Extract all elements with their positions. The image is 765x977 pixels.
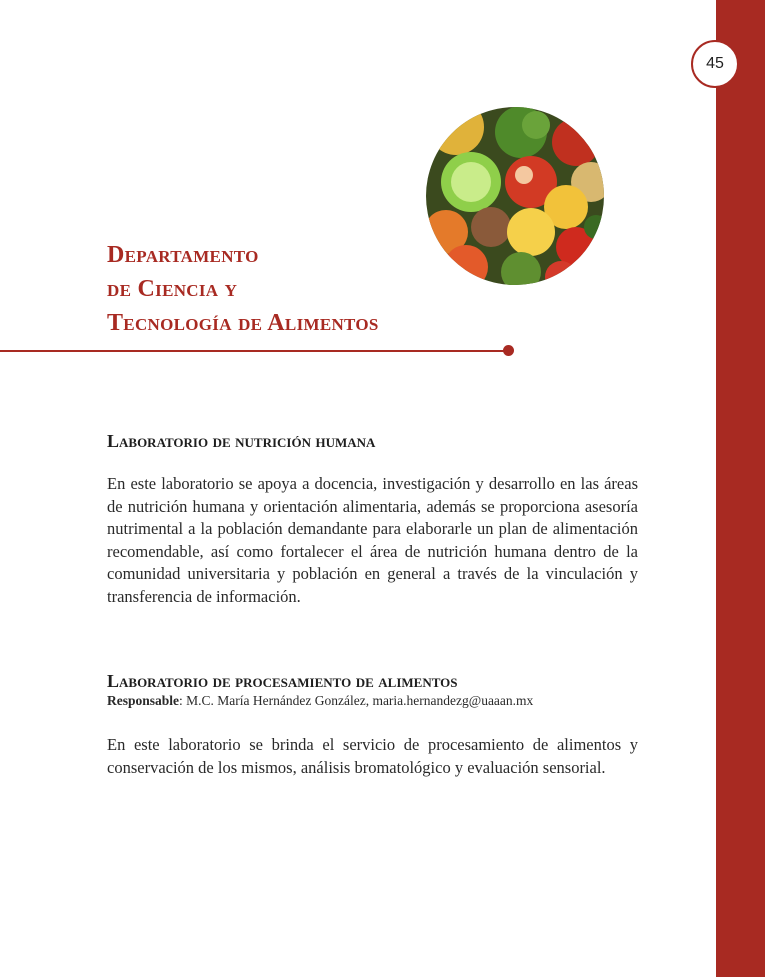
side-accent-bar [716,0,765,977]
responsible-label: Responsable [107,693,180,708]
section-heading-nutrition: Laboratorio de nutrición humana [107,431,376,451]
title-divider [0,350,508,352]
section-body-nutrition: En este laboratorio se apoya a docencia, investigación y desarrollo en las áreas de nutrición humana y orientación alimentaria, además se proporciona asesoría nutrimental a la población demandante para elaborarle un plan de alimentación recomendable, así como fortalecer el área de nutrición humana dentro de la comunidad universitaria y población en general a través de la vinculación y transferencia de información. [107,474,638,606]
department-title-line: Tecnología de Alimentos [107,310,379,336]
divider-dot [503,345,514,356]
department-title-line: de Ciencia y [107,276,238,302]
department-title-line: Departamento [107,242,259,268]
responsible-line [107,692,533,710]
page-number: 45 [691,40,739,88]
department-title [107,238,379,340]
vegetables-photo [426,107,604,285]
section-heading-processing: Laboratorio de procesamiento de alimentos [107,671,458,691]
section-body-processing: En este laboratorio se brinda el servicio de procesamiento de alimentos y conservación de los mismos, análisis bromatológico y evaluación sensorial. [107,735,638,777]
responsible-value: : M.C. María Hernández González, maria.hernandezg@uaaan.mx [179,693,534,708]
